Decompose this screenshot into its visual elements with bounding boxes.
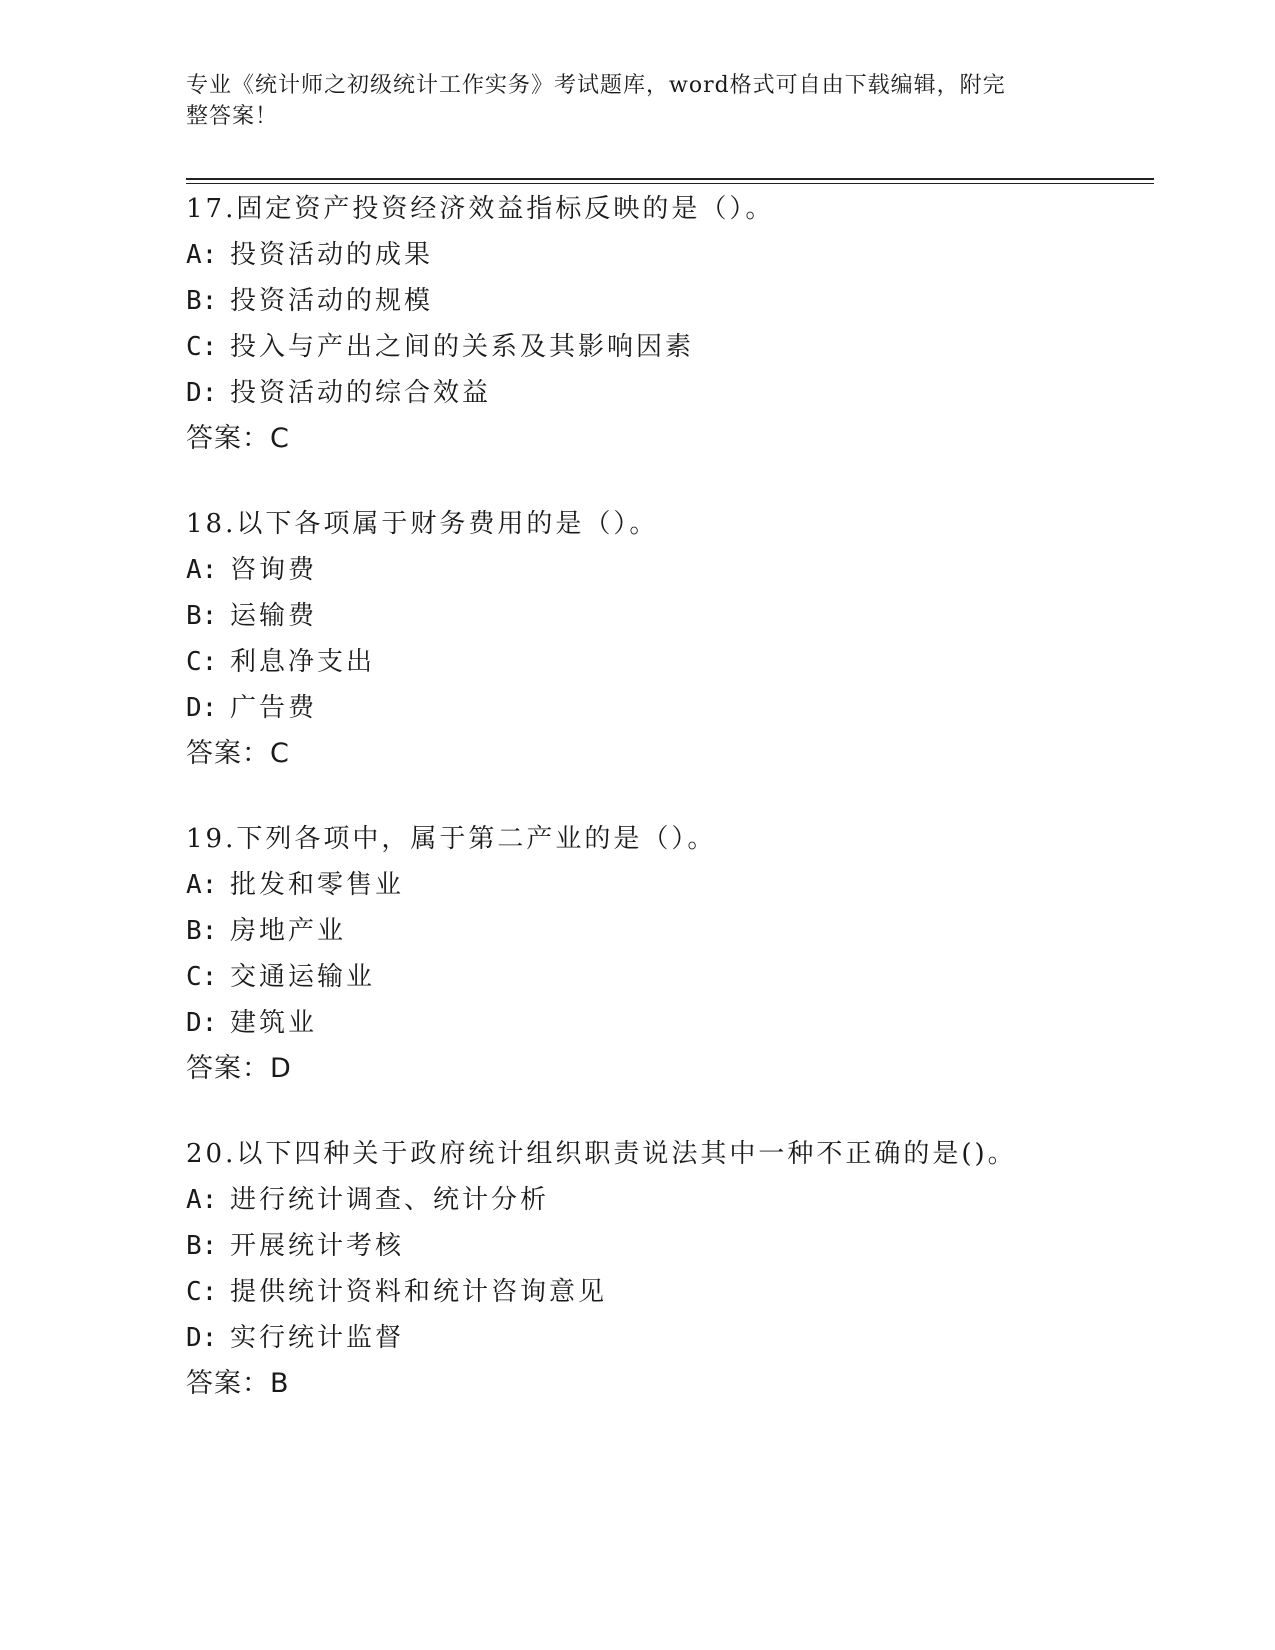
option-a (186, 862, 1146, 908)
answer-line: 答案：C (186, 423, 290, 454)
option-letter: B: (186, 286, 218, 316)
option-text: 咨询费 (230, 555, 318, 585)
option-c (186, 639, 1146, 685)
option-b (186, 593, 1146, 639)
option-d (186, 1315, 1146, 1361)
option-text: 投资活动的综合效益 (230, 378, 492, 408)
question-19 (186, 816, 1146, 1092)
answer-line: 答案：C (186, 738, 290, 769)
option-text: 投资活动的成果 (230, 240, 434, 270)
option-c (186, 1269, 1146, 1315)
option-a (186, 232, 1146, 278)
answer-line: 答案：B (186, 1368, 290, 1399)
header-line-2: 整答案！ (186, 104, 279, 129)
option-text: 投入与产出之间的关系及其影响因素 (230, 332, 695, 362)
option-text: 交通运输业 (230, 962, 376, 992)
option-letter: A: (186, 1185, 218, 1215)
option-letter: D: (186, 1008, 218, 1038)
option-c (186, 324, 1146, 370)
question-stem: 19.下列各项中，属于第二产业的是（）。 (186, 824, 717, 854)
option-text: 投资活动的规模 (230, 286, 434, 316)
option-text: 实行统计监督 (230, 1323, 405, 1353)
header-divider-thin (186, 183, 1154, 184)
option-letter: B: (186, 916, 218, 946)
option-b (186, 278, 1146, 324)
option-text: 利息净支出 (230, 647, 376, 677)
option-text: 广告费 (230, 693, 318, 723)
option-c (186, 954, 1146, 1000)
option-text: 运输费 (230, 601, 318, 631)
option-text: 建筑业 (230, 1008, 318, 1038)
option-b (186, 1223, 1146, 1269)
option-text: 进行统计调查、统计分析 (230, 1185, 550, 1215)
option-d (186, 685, 1146, 731)
question-17 (186, 186, 1146, 462)
option-d (186, 370, 1146, 416)
option-letter: D: (186, 378, 218, 408)
option-text: 房地产业 (230, 916, 347, 946)
option-letter: A: (186, 240, 218, 270)
option-a (186, 547, 1146, 593)
option-letter: A: (186, 555, 218, 585)
option-text: 提供统计资料和统计咨询意见 (230, 1277, 608, 1307)
question-20 (186, 1131, 1146, 1407)
option-letter: D: (186, 693, 218, 723)
option-letter: D: (186, 1323, 218, 1353)
question-18 (186, 501, 1146, 777)
option-letter: C: (186, 332, 218, 362)
question-stem: 17.固定资产投资经济效益指标反映的是（）。 (186, 194, 775, 224)
option-letter: C: (186, 647, 218, 677)
option-letter: C: (186, 1277, 218, 1307)
option-a (186, 1177, 1146, 1223)
question-stem: 20.以下四种关于政府统计组织职责说法其中一种不正确的是()。 (186, 1139, 1017, 1169)
option-b (186, 908, 1146, 954)
question-stem: 18.以下各项属于财务费用的是（）。 (186, 509, 659, 539)
option-letter: B: (186, 601, 218, 631)
option-letter: B: (186, 1231, 218, 1261)
answer-line: 答案：D (186, 1053, 292, 1084)
option-d (186, 1000, 1146, 1046)
document-header (186, 70, 1066, 132)
header-divider-thick (186, 178, 1154, 180)
header-line-1: 专业《统计师之初级统计工作实务》考试题库，word格式可自由下载编辑，附完 (186, 73, 1006, 98)
option-letter: C: (186, 962, 218, 992)
option-text: 开展统计考核 (230, 1231, 405, 1261)
option-letter: A: (186, 870, 218, 900)
option-text: 批发和零售业 (230, 870, 405, 900)
